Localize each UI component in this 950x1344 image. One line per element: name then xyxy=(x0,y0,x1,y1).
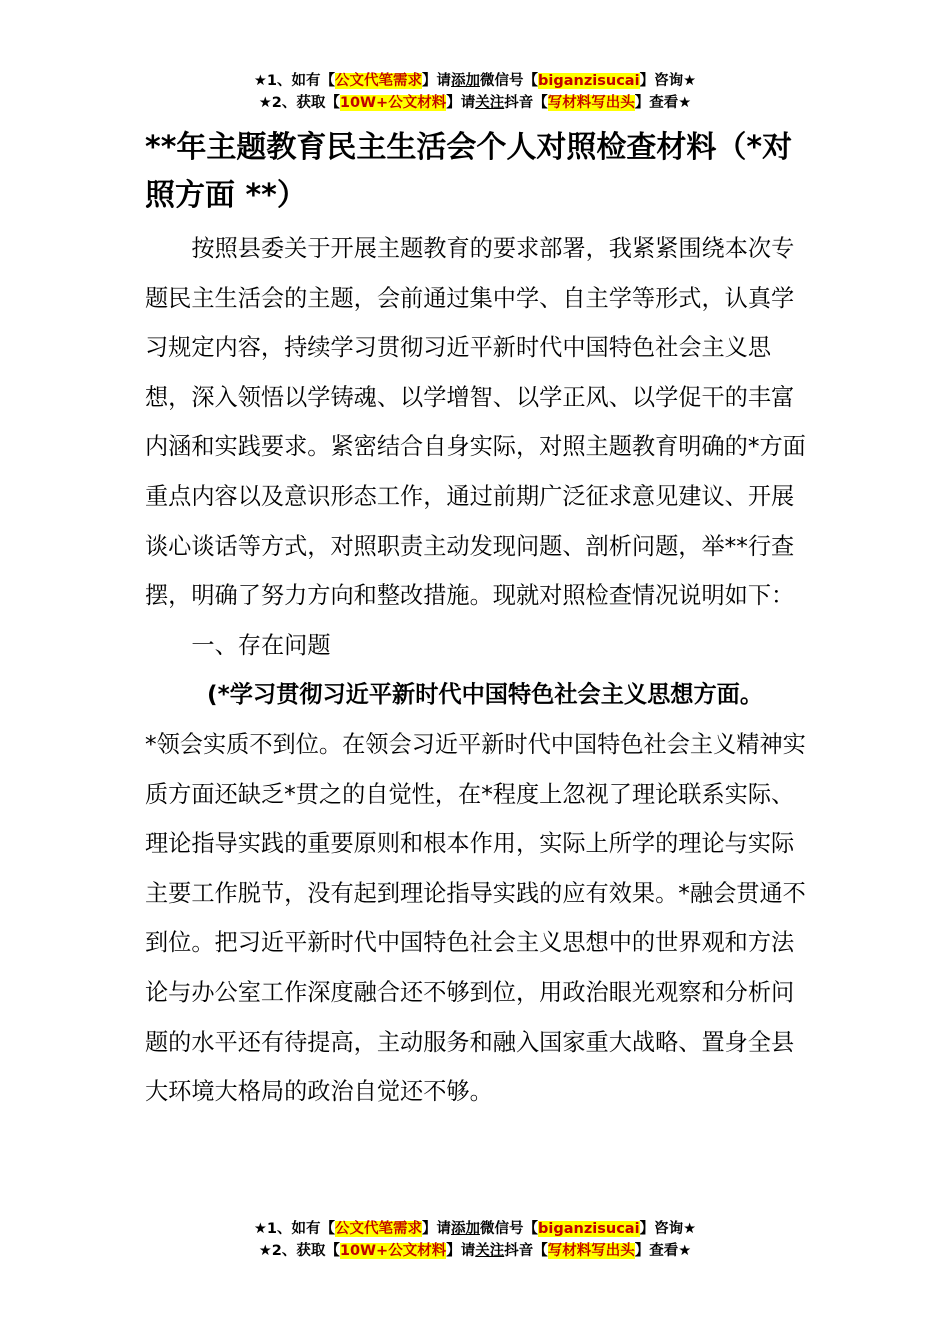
promo-highlight: 10W+公文材料 xyxy=(339,95,447,111)
subsection-body: *领会实质不到位。在领会习近平新时代中国特色社会主义精神实质方面还缺乏*贯之的自觉性，在*程度上忽视了理论联系实际、理论指导实践的重要原则和根本作用，实际上所学的理论与实际主要工作脱节，没有起到理论指导实践的应有效果。*融会贯通不到位。把习近平新时代中国特色社会主义思想中的世界观和方法论与办公室工作深度融合还不够到位，用政治眼光观察和分析问题的水平还有待提高，主动服务和融入国家重大战略、置身全县大环境大格局的政治自觉还不够。 xyxy=(145,730,806,1106)
promo-highlight: biganzisucai xyxy=(538,73,640,89)
section-heading-problems: 一、存在问题 xyxy=(191,631,331,659)
promo-highlight: 公文代笔需求 xyxy=(335,73,423,89)
promo-line-2: ★2、获取【10W+公文材料】请关注抖音【写材料写出头】查看★ xyxy=(258,1243,692,1259)
intro-paragraph: 按照县委关于开展主题教育的要求部署，我紧紧围绕本次专题民主生活会的主题，会前通过集中学、自主学等形式，认真学习规定内容，持续学习贯彻习近平新时代中国特色社会主义思想，深入领悟以学铸魂、以学增智、以学正风、以学促干的丰富内涵和实践要求。紧密结合自身实际，对照主题教育明确的*方面重点内容以及意识形态工作，通过前期广泛征求意见建议、开展谈心谈话等方式，对照职责主动发现问题、剖析问题，举**行查摆，明确了努力方向和整改措施。现就对照检查情况说明如下： xyxy=(145,235,806,610)
promo-highlight: biganzisucai xyxy=(538,1221,640,1237)
promo-highlight: 写材料写出头 xyxy=(547,95,635,111)
top-promo-banner xyxy=(0,70,950,114)
document-title: **年主题教育民主生活会个人对照检查材料（*对照方面 **） xyxy=(145,130,793,213)
promo-highlight: 10W+公文材料 xyxy=(339,1243,447,1259)
promo-line-1: ★1、如有【公文代笔需求】请添加微信号【biganzisucai】咨询★ xyxy=(253,73,697,89)
subsection-heading: (*学习贯彻习近平新时代中国特色社会主义思想方面。 xyxy=(207,681,764,709)
bottom-promo-banner xyxy=(0,1218,950,1262)
document-body xyxy=(145,124,810,1117)
promo-highlight: 写材料写出头 xyxy=(547,1243,635,1259)
promo-line-1: ★1、如有【公文代笔需求】请添加微信号【biganzisucai】咨询★ xyxy=(253,1221,697,1237)
promo-highlight: 公文代笔需求 xyxy=(335,1221,423,1237)
subsection-paragraph xyxy=(145,670,810,1116)
promo-line-2: ★2、获取【10W+公文材料】请关注抖音【写材料写出头】查看★ xyxy=(258,95,692,111)
